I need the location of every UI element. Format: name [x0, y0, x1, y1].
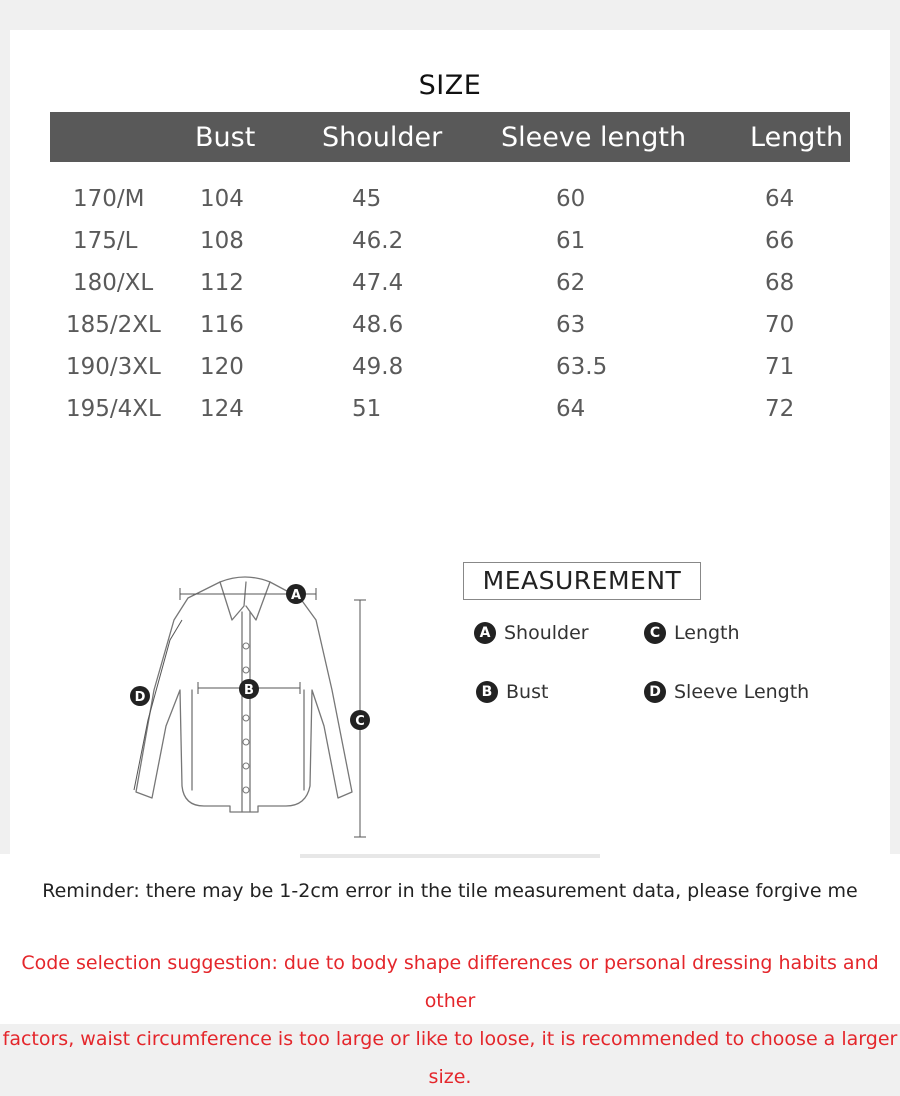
table-row	[10, 186, 890, 228]
length-value: 68	[765, 270, 795, 296]
marker-letter: D	[134, 690, 146, 705]
suggestion-line: factors, waist circumference is too large or like to loose, it is recommended to choose a larger size.	[2, 1028, 898, 1088]
legend-item-length	[644, 622, 740, 650]
legend-label: Length	[674, 622, 740, 644]
length-value: 66	[765, 228, 795, 254]
size-chart-card	[10, 30, 890, 854]
marker-letter: C	[355, 714, 365, 729]
length-value: 72	[765, 396, 795, 422]
sleeve-length-value: 60	[556, 186, 586, 212]
letter-c-icon: C	[644, 622, 666, 644]
sleeve-length-value: 63.5	[556, 354, 608, 380]
header-sleeve-length: Sleeve length	[501, 122, 687, 153]
bust-value: 112	[200, 270, 244, 296]
size-label: 190/3XL	[66, 354, 161, 380]
table-row	[10, 312, 890, 354]
table-row	[10, 228, 890, 270]
shoulder-value: 47.4	[352, 270, 404, 296]
size-label: 195/4XL	[66, 396, 161, 422]
shirt-button	[243, 739, 249, 745]
shoulder-value: 49.8	[352, 354, 404, 380]
shirt-button	[243, 787, 249, 793]
divider	[300, 854, 600, 858]
sleeve-length-value: 62	[556, 270, 586, 296]
bust-value: 104	[200, 186, 244, 212]
size-label: 180/XL	[73, 270, 154, 296]
marker-letter: B	[244, 683, 254, 698]
shirt-button	[243, 715, 249, 721]
measurement-heading: MEASUREMENT	[463, 562, 701, 600]
bust-value: 120	[200, 354, 244, 380]
legend-label: Shoulder	[504, 622, 589, 644]
legend-item-sleeve-length	[644, 681, 809, 709]
shirt-button	[243, 643, 249, 649]
shoulder-value: 48.6	[352, 312, 404, 338]
shoulder-value: 46.2	[352, 228, 404, 254]
sleeve-length-value: 64	[556, 396, 586, 422]
table-row	[10, 396, 890, 438]
length-value: 64	[765, 186, 795, 212]
legend-item-shoulder	[474, 622, 589, 650]
notes-section	[0, 854, 900, 1088]
shirt-diagram	[120, 550, 380, 840]
page-title: SIZE	[418, 70, 482, 101]
bust-value: 124	[200, 396, 244, 422]
table-row	[10, 270, 890, 312]
sleeve-length-value: 63	[556, 312, 586, 338]
table-row	[10, 354, 890, 396]
letter-a-icon: A	[474, 622, 496, 644]
header-bust: Bust	[195, 122, 256, 153]
size-label: 170/M	[73, 186, 145, 212]
suggestion-line: Code selection suggestion: due to body shape differences or personal dressing habits and other	[21, 952, 879, 1012]
size-table-header	[50, 112, 850, 162]
sleeve-length-value: 61	[556, 228, 586, 254]
marker-b-icon	[239, 679, 259, 699]
shoulder-value: 45	[352, 186, 382, 212]
bust-value: 108	[200, 228, 244, 254]
length-value: 70	[765, 312, 795, 338]
size-label: 175/L	[73, 228, 138, 254]
legend-item-bust	[476, 681, 548, 709]
header-shoulder: Shoulder	[322, 122, 443, 153]
bust-value: 116	[200, 312, 244, 338]
marker-c-icon	[350, 710, 370, 730]
shirt-button	[243, 763, 249, 769]
reminder-text: Reminder: there may be 1-2cm error in the tile measurement data, please forgive me	[42, 880, 858, 902]
header-length: Length	[750, 122, 844, 153]
letter-d-icon: D	[644, 681, 666, 703]
size-suggestion	[0, 944, 900, 1096]
marker-d-icon	[130, 686, 150, 706]
letter-b-icon: B	[476, 681, 498, 703]
length-value: 71	[765, 354, 795, 380]
marker-letter: A	[290, 588, 302, 603]
legend-label: Sleeve Length	[674, 681, 810, 703]
size-label: 185/2XL	[66, 312, 161, 338]
shoulder-value: 51	[352, 396, 382, 422]
legend-label: Bust	[506, 681, 549, 703]
shirt-button	[243, 667, 249, 673]
marker-a-icon	[286, 584, 306, 604]
